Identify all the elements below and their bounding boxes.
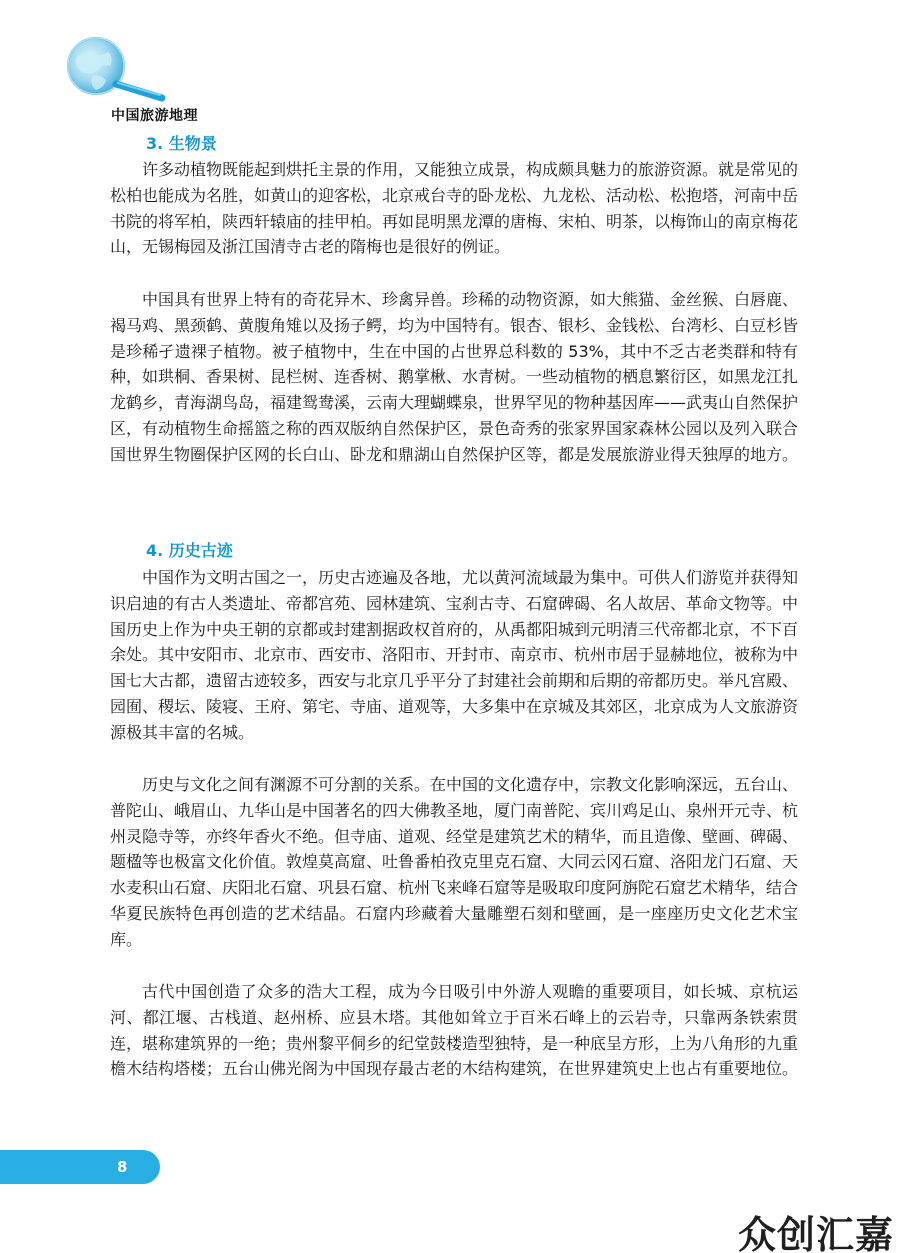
page-number-tab — [0, 1150, 160, 1184]
section-heading-biological: 3. 生物景 — [146, 134, 217, 153]
paragraph: 中国作为文明古国之一，历史古迹遍及各地，尤以黄河流域最为集中。可供人们游览并获得知识启迪的有古人类遗址、帝都宫苑、园林建筑、宝刹古寺、石窟碑碣、名人故居、革命文物等。中国历史上作为中央王朝的京都或封建割据政权首府的，从禹都阳城到元明清三代帝都北京，不下百余处。其中安阳市、北京市、西安市、洛阳市、开封市、南京市、杭州市居于显赫地位，被称为中国七大古都，遗留古迹较多，西安与北京几乎平分了封建社会前期和后期的帝都历史。举凡宫殿、园囿、稷坛、陵寝、王府、第宅、寺庙、道观等，大多集中在京城及其郊区，北京成为人文旅游资源极其丰富的名城。 — [110, 568, 799, 742]
watermark: 众创汇嘉 — [738, 1213, 895, 1253]
magnifying-glass-globe-icon — [62, 36, 172, 106]
paragraph: 许多动植物既能起到烘托主景的作用，又能独立成景，构成颇具魅力的旅游资源。就是常见的松柏也能成为名胜，如黄山的迎客松，北京戒台寺的卧龙松、九龙松、活动松、松抱塔，河南中岳书院的将军柏，陕西轩辕庙的挂甲柏。再如昆明黑龙潭的唐梅、宋柏、明茶，以梅饰山的南京梅花山，无锡梅园及浙江国清寺古老的隋梅也是很好的例证。 — [110, 160, 799, 257]
page-number: 8 — [117, 1158, 128, 1176]
paragraph: 古代中国创造了众多的浩大工程，成为今日吸引中外游人观瞻的重要项目，如长城、京杭运河、都江堰、古栈道、赵州桥、应县木塔。其他如耸立于百米石峰上的云岩寺，只靠两条铁索贯连，堪称建筑界的一绝；贵州黎平侗乡的纪堂鼓楼造型独特，是一种底呈方形，上为八角形的九重檐木结构塔楼；五台山佛光阁为中国现存最古老的木结构建筑，在世界建筑史上也占有重要地位。 — [110, 982, 799, 1079]
section-heading-historical: 4. 历史古迹 — [146, 541, 233, 560]
book-title: 中国旅游地理 — [111, 108, 198, 124]
paragraph: 中国具有世界上特有的奇花异木、珍禽异兽。珍稀的动物资源，如大熊猫、金丝猴、白唇鹿、褐马鸡、黑颈鹤、黄腹角雉以及扬子鳄，均为中国特有。银杏、银杉、金钱松、台湾杉、白豆杉皆是珍稀孑遗裸子植物。被子植物中，生在中国的占世界总科数的 53%，其中不乏古老类群和特有种，如珙桐、香果树、昆栏树、连香树、鹅掌楸、水青树。一些动植物的栖息繁衍区，如黑龙江扎龙鹤乡，青海湖鸟岛，福建鸳鸯溪，云南大理蝴蝶泉，世界罕见的物种基因库——武夷山自然保护区，有动植物生命摇篮之称的西双版纳自然保护区，景色奇秀的张家界国家森林公园以及列入联合国世界生物圈保护区网的长白山、卧龙和鼎湖山自然保护区等，都是发展旅游业得天独厚的地方。 — [110, 290, 799, 464]
paragraph: 历史与文化之间有渊源不可分割的关系。在中国的文化遗存中，宗教文化影响深远，五台山、普陀山、峨眉山、九华山是中国著名的四大佛教圣地，厦门南普陀、宾川鸡足山、泉州开元寺、杭州灵隐寺等，亦终年香火不绝。但寺庙、道观、经堂是建筑艺术的精华，而且造像、壁画、碑碣、题楹等也极富文化价值。敦煌莫高窟、吐鲁番柏孜克里克石窟、大同云冈石窟、洛阳龙门石窟、天水麦积山石窟、庆阳北石窟、巩县石窟、杭州飞来峰石窟等是吸取印度阿旃陀石窟艺术精华，结合华夏民族特色再创造的艺术结晶。石窟内珍藏着大量雕塑石刻和壁画，是一座座历史文化艺术宝库。 — [110, 775, 799, 949]
